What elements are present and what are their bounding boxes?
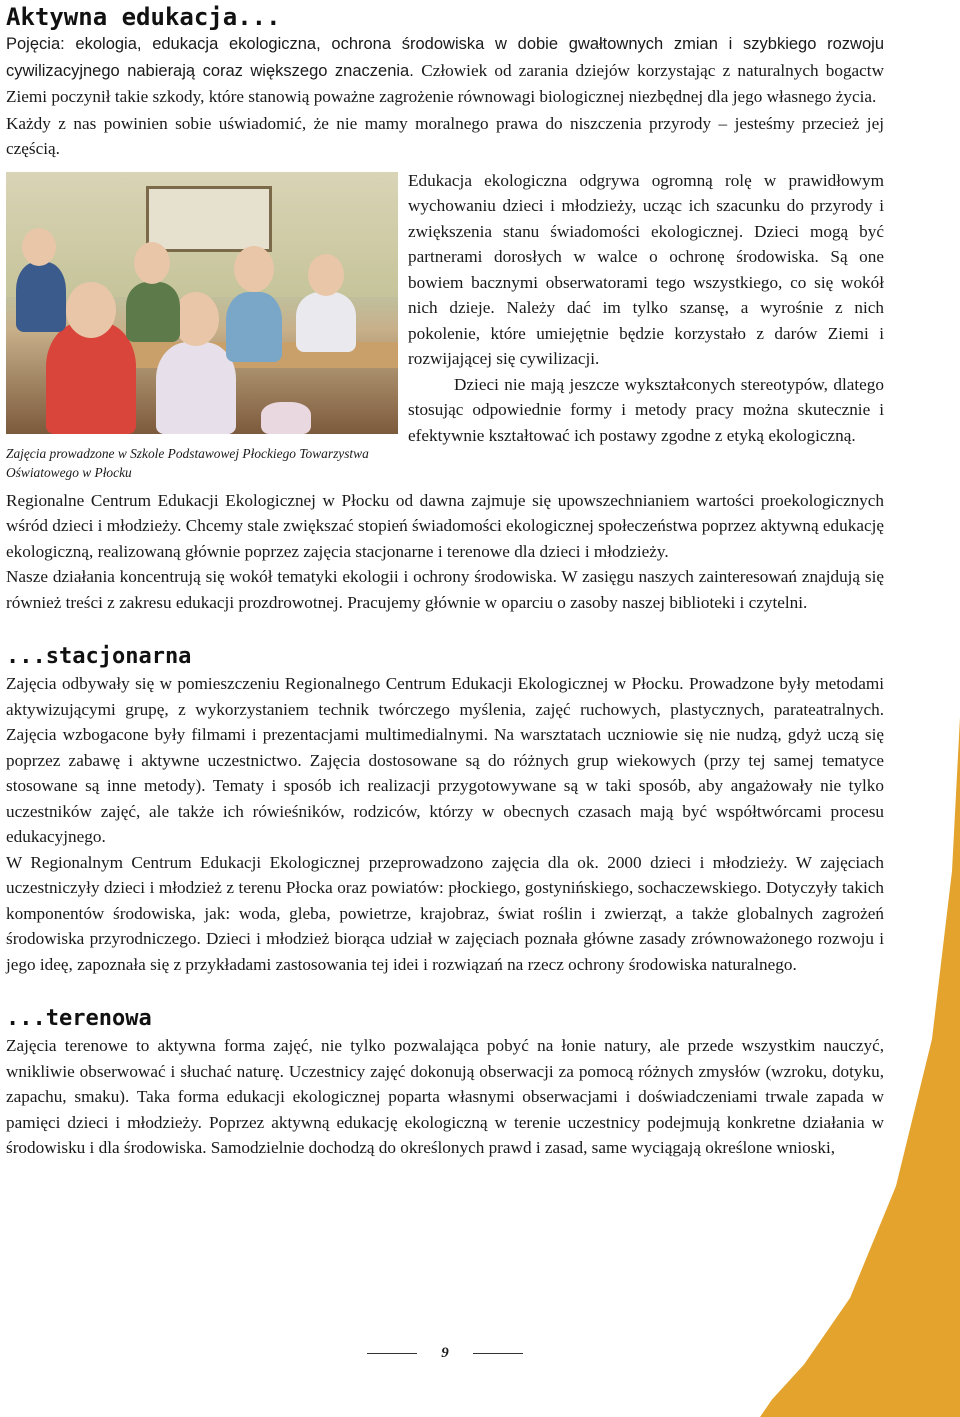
paragraph-stacjonarna-2: W Regionalnym Centrum Edukacji Ekologicznej przeprowadzono zajęcia dla ok. 2000 dzieci i młodzieży. W zajęciach uczestniczyły dzieci i młodzież z terenu Płocka oraz powiatów: płockiego, gostynińskiego, sochaczewskiego. Dotyczyły takich komponentów środowiska, jak: woda, gleba, powietrze, krajobraz, świat roślin i zwierząt, a także globalnych zagrożeń środowiska przyrodniczego. Dzieci i młodzież biorąca udział w zajęciach poznała główne zasady zrównoważonego rozwoju i jego ideę, zapoznała się z przykładami zastosowania tej idei i rozwiązań na rzecz ochrony środowiska naturalnego. bbox=[6, 852, 884, 974]
paragraph-education-role: Edukacja ekologiczna odgrywa ogromną rolę w prawidłowym wychowaniu dzieci i młodzieży, ucząc ich szacunku do przyrody i zwiększenia stanu świadomości ekologicznej. Dzieci mogą być partnerami dorosłych w walce o ochronę środowiska. Są one bowiem bacznymi obserwatorami tego wszystkiego, co się wokół nich dzieje. Należy dać im tylko szansę, a wyrośnie z nich pokolenie, które umiejętnie będzie korzystało z darów Ziemi i rozwijającej się cywilizacji. bbox=[408, 170, 884, 368]
paragraph-terenowa-1: Zajęcia terenowe to aktywna forma zajęć, nie tylko pozwalająca pobyć na łonie natury, ale przede wszystkim nauczyć, wnikliwie obserwować i słuchać naturę. Uczestnicy zajęć dokonują obserwacji za pomocą różnych zmysłów (wzroku, dotyku, zapachu, smaku). Taka forma edukacji ekologicznej poparta własnymi obserwacjami i doświadczeniami trwale zapada w pamięci dzieci i młodzieży. Poprzez aktywną edukację ekologiczną w terenie uczestnicy podejmują konkretne działania w środowisku i dla środowiska. Samodzielnie dochodzą do określonych prawd i zasad, same wyciągają określone wnioski, bbox=[6, 1036, 884, 1157]
classroom-photo bbox=[6, 172, 398, 434]
paragraph-children-stereotypes: Dzieci nie mają jeszcze wykształconych stereotypów, dlatego stosując odpowiednie formy i metody pracy można skutecznie i efektywnie kształtować ich postawy zgodne z etyką ekologiczną. bbox=[408, 374, 884, 445]
photo-figure bbox=[6, 172, 398, 482]
section-heading-terenowa: ...terenowa bbox=[6, 1006, 152, 1031]
page-number bbox=[0, 1345, 890, 1362]
section-heading-stacjonarna: ...stacjonarna bbox=[6, 644, 192, 669]
page-number-rule-right bbox=[473, 1353, 523, 1354]
page-number-rule-left bbox=[367, 1353, 417, 1354]
page-content bbox=[6, 0, 884, 1161]
photo-caption: Zajęcia prowadzone w Szkole Podstawowej Płockiego Towarzystwa Oświatowego w Płocku bbox=[6, 445, 369, 480]
paragraph-activities: Nasze działania koncentrują się wokół tematyki ekologii i ochrony środowiska. W zasięgu naszych zainteresowań znajdują się również treści z zakresu edukacji prozdrowotnej. Pracujemy głównie w oparciu o zasoby naszej biblioteki i czytelni. bbox=[6, 567, 884, 612]
intro-text-a: Pojęcia: ekologia, edukacja ekologiczna, ochrona środowiska w dobie gwałtownych zmian i szybkiego rozwoju cywilizacyjnego nabierają coraz większego znaczenia. bbox=[6, 35, 884, 80]
paragraph-rcee: Regionalne Centrum Edukacji Ekologicznej w Płocku od dawna zajmuje się upowszechnianiem wartości proekologicznych wśród dzieci i młodzieży. Chcemy stale zwiększać stopień świadomości ekologicznej społeczeństwa poprzez aktywną edukację ekologiczną, realizowaną głównie poprzez zajęcia stacjonarne i terenowe dla dzieci i młodzieży. bbox=[6, 490, 884, 561]
page-number-value: 9 bbox=[441, 1345, 449, 1361]
paragraph-stacjonarna-1: Zajęcia odbywały się w pomieszczeniu Regionalnego Centrum Edukacji Ekologicznej w Płocku. Prowadzone były metodami aktywizującymi grupę, z wykorzystaniem technik twórczego myślenia, zajęć ruchowych, plastycznych, parateatralnych. Zajęcia wzbogacone były filmami i prezentacjami multimedialnymi. Na warsztatach uczniowie się nie nudzą, gdyż uczą się poprzez zabawę i aktywne uczestnictwo. Zajęcia dostosowane są do różnych grup wiekowych (przy tej samej tematyce stosowane są inne metody). Tematy i sposób ich realizacji przygotowywane są w taki sposób, aby angażowały nie tylko uczestników zajęć, ale także ich rówieśników, rodziców, którzy w obecnych czasach mają być współtwórcami procesu edukacyjnego. bbox=[6, 674, 884, 846]
page-title: Aktywna edukacja... bbox=[6, 3, 281, 31]
intro-paragraph-1 bbox=[6, 32, 884, 111]
intro-text-b: Człowiek od zarania dziejów korzystając z naturalnych bogactw Ziemi poczynił takie szkody, które stanowią poważne zagrożenie równowagi biologicznej niezbędnej dla jego własnego życia. bbox=[6, 60, 884, 106]
intro-paragraph-2: Każdy z nas powinien sobie uświadomić, że nie mamy moralnego prawa do niszczenia przyrody – jesteśmy przecież jej częścią. bbox=[6, 113, 884, 158]
